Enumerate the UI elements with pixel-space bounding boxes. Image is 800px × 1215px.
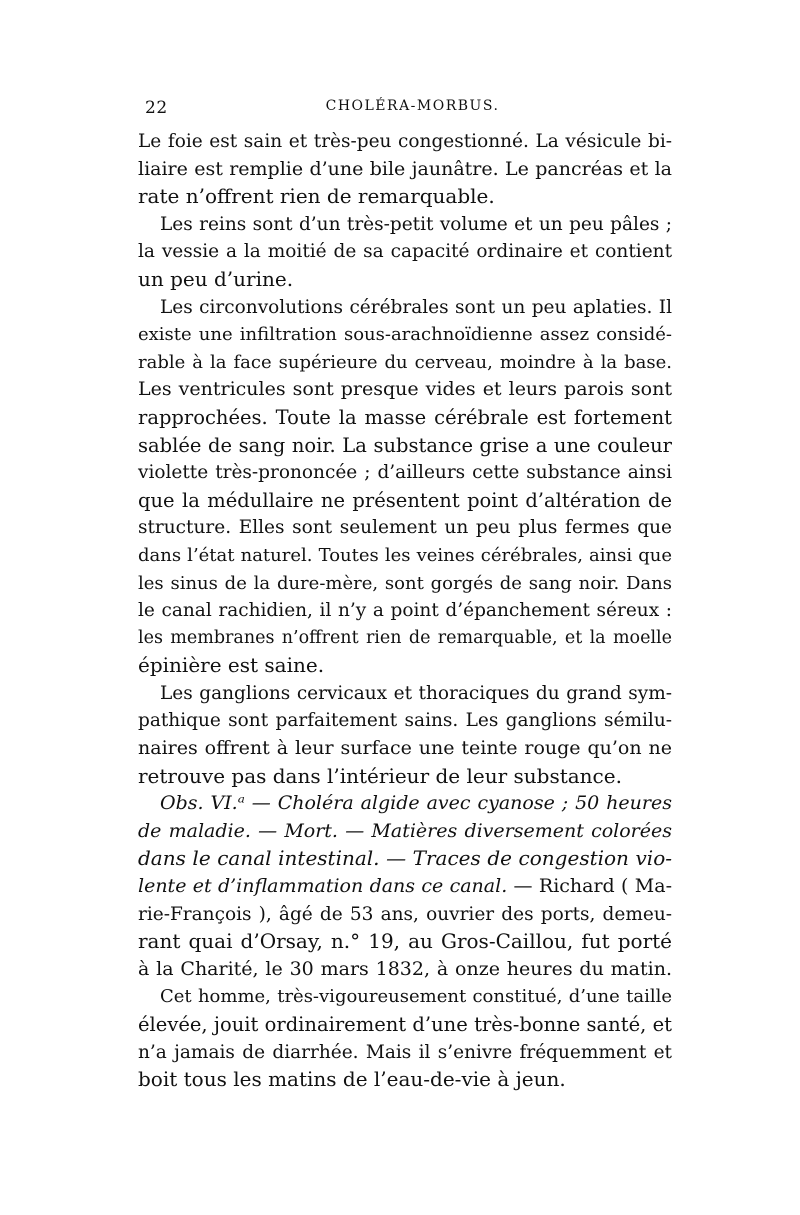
text-line: rapprochées. Toute la masse cérébrale est fortement <box>138 405 672 429</box>
observation-heading-line: dans le canal intestinal. — Traces de congestion vio- <box>138 846 672 871</box>
text-line: pathique sont parfaitement sains. Les ganglions sémilu- <box>138 710 672 732</box>
observation-heading-line: lente et d’inflammation dans ce canal. <box>138 875 508 898</box>
text-line: retrouve pas dans l’intérieur de leur substance. <box>138 763 622 788</box>
text-line: rate n’offrent rien de remarquable. <box>138 184 495 209</box>
text-line: dans l’état naturel. Toutes les veines cérébrales, ainsi que <box>138 544 672 566</box>
text-line: rie-François ), âgé de 53 ans, ouvrier des ports, demeu- <box>138 903 672 925</box>
text-line: Les reins sont d’un très-petit volume et un peu pâles ; <box>160 213 672 235</box>
text-line: existe une infiltration sous-arachnoïdienne assez considé- <box>138 324 672 346</box>
text-line: boit tous les matins de l’eau-de-vie à jeun. <box>138 1067 566 1092</box>
text-line: à la Charité, le 30 mars 1832, à onze heures du matin. <box>138 957 672 980</box>
text-line <box>138 873 672 901</box>
text-line: Les ganglions cervicaux et thoraciques du grand sym- <box>160 682 672 704</box>
text-line: structure. Elles sont seulement un peu plus fermes que <box>138 517 672 539</box>
page-header <box>145 98 680 124</box>
text-line: les membranes n’offrent rien de remarquable, et la moelle <box>138 627 672 648</box>
observation-heading-line: Obs. VI.ᵃ — Choléra algide avec cyanose ; 50 heures <box>160 792 672 815</box>
text-line: un peu d’urine. <box>138 266 294 291</box>
text-line: naires offrent à leur surface une teinte rouge qu’on ne <box>138 737 672 760</box>
text-line: épinière est saine. <box>138 653 325 678</box>
text-line: Les circonvolutions cérébrales sont un peu aplaties. Il <box>160 296 672 318</box>
text-line: violette très-prononcée ; d’ailleurs cette substance ainsi <box>138 462 672 484</box>
text-line: n’a jamais de diarrhée. Mais il s’enivre fréquemment et <box>138 1041 672 1063</box>
text-line: le canal rachidien, il n’y a point d’épanchement séreux : <box>138 600 672 622</box>
text-line-part: — Richard ( Ma- <box>507 875 672 898</box>
text-line: les sinus de la dure-mère, sont gorgés de sang noir. Dans <box>138 572 672 594</box>
text-line: rable à la face supérieure du cerveau, moindre à la base. <box>138 351 672 373</box>
text-line: liaire est remplie d’une bile jaunâtre. Le pancréas et la <box>138 157 672 180</box>
text-line: sablée de sang noir. La substance grise a une couleur <box>138 433 672 457</box>
text-line: Les ventricules sont presque vides et leurs parois sont <box>138 378 672 401</box>
observation-heading-line: de maladie. — Mort. — Matières diversement colorées <box>138 819 672 842</box>
text-line: rant quai d’Orsay, n.° 19, au Gros-Caillou, fut porté <box>138 929 672 954</box>
text-line: Cet homme, très-vigoureusement constitué, d’une taille <box>160 986 672 1008</box>
text-line: que la médullaire ne présentent point d’altération de <box>138 488 672 512</box>
text-line: Le foie est sain et très-peu congestionné. La vésicule bi- <box>138 131 672 152</box>
running-title: CHOLÉRA-MORBUS. <box>325 98 500 114</box>
text-line: la vessie a la moitié de sa capacité ordinaire et contient <box>138 241 672 263</box>
page-number: 22 <box>145 98 168 118</box>
body-text <box>138 128 672 1094</box>
text-line: élevée, jouit ordinairement d’une très-bonne santé, et <box>138 1013 672 1036</box>
